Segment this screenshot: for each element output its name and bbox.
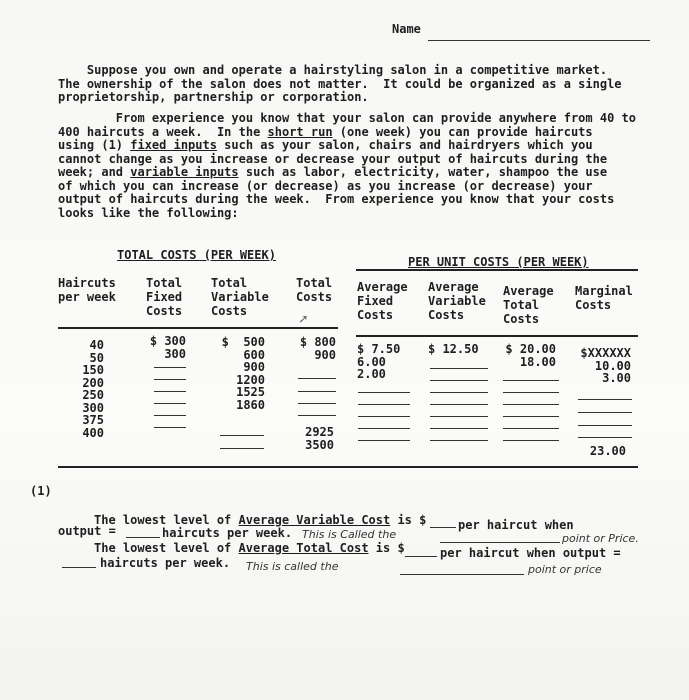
- afc-blank-400[interactable]: [358, 440, 410, 441]
- atc-point-name-blank[interactable]: [400, 574, 524, 575]
- tvc-blank-400[interactable]: [220, 448, 264, 449]
- tc-column-top: $ 800 900: [299, 335, 336, 362]
- intro-text: From experience you know that your salon can provide anywhere from 40 to 400 haircuts a week. In the: [58, 111, 636, 139]
- mc-blank-250[interactable]: [578, 412, 632, 413]
- intro-text: such as your salon, chairs and hairdryers which you cannot change as you increase or decrease your output of haircuts during the week; and: [58, 138, 608, 179]
- intro-text: (one week) you can provide haircuts using (1): [58, 124, 593, 152]
- col-atc-header: Average Total Costs: [503, 284, 554, 326]
- question-text: per haircut when: [458, 518, 574, 532]
- avc-blank-50[interactable]: [430, 368, 488, 369]
- handwritten-note: This is Called the: [302, 528, 397, 541]
- afc-blank-250[interactable]: [358, 404, 410, 405]
- atc-min-value-blank[interactable]: [405, 556, 437, 557]
- question-text: is $: [390, 513, 427, 527]
- question-text: haircuts per week.: [100, 556, 231, 570]
- tfc-column: $ 300 300: [149, 334, 186, 361]
- name-field-line[interactable]: [428, 40, 650, 41]
- tc-blank-200[interactable]: [298, 391, 336, 392]
- term-fixed-inputs: fixed inputs: [130, 138, 217, 152]
- term-atc: Average Total Cost: [238, 541, 369, 555]
- avc-blank-375[interactable]: [430, 428, 488, 429]
- col-afc-header: Average Fixed Costs: [357, 280, 408, 322]
- intro-paragraph-1: Suppose you own and operate a hairstyling salon in a competitive market. The ownership of the salon does not matter. It could be organized as a single proprietorship, partnership or corporation.: [58, 63, 622, 104]
- tfc-blank-250[interactable]: [154, 391, 186, 392]
- avc-point-name-blank[interactable]: [440, 542, 560, 543]
- question-number: (1): [30, 484, 52, 498]
- question-text: The lowest level of: [94, 541, 239, 555]
- tc-blank-250[interactable]: [298, 403, 336, 404]
- cursor-arrow-icon: ➚: [299, 312, 308, 328]
- question-text: per haircut when output =: [440, 546, 621, 560]
- mc-blank-200[interactable]: [578, 399, 632, 400]
- tfc-blank-375[interactable]: [154, 415, 186, 416]
- table-header-rule-right: [356, 335, 638, 337]
- question-line-3: [94, 541, 405, 555]
- tc-blank-300[interactable]: [298, 415, 336, 416]
- atc-blank-250[interactable]: [503, 404, 559, 405]
- tfc-blank-200[interactable]: [154, 379, 186, 380]
- afc-column: $ 7.50 6.00 2.00: [357, 342, 401, 381]
- col-tvc-header: Total Variable Costs: [211, 276, 269, 318]
- col-tfc-header: Total Fixed Costs: [146, 276, 183, 318]
- avc-min-value-blank[interactable]: [430, 527, 456, 528]
- col-tc-header: Total Costs: [296, 276, 333, 304]
- atc-blank-150[interactable]: [503, 380, 559, 381]
- per-unit-costs-header: PER UNIT COSTS (PER WEEK): [408, 255, 589, 269]
- handwritten-note: point or price: [528, 563, 602, 576]
- atc-blank-300[interactable]: [503, 416, 559, 417]
- tfc-blank-400[interactable]: [154, 427, 186, 428]
- tfc-blank-300[interactable]: [154, 403, 186, 404]
- atc-min-output-blank[interactable]: [62, 567, 96, 568]
- name-label: Name: [392, 22, 421, 36]
- term-avc: Average Variable Cost: [238, 513, 391, 527]
- tvc-column: $ 500 600 900 1200 1525 1860: [221, 335, 265, 412]
- per-unit-header-rule: [356, 269, 638, 271]
- term-variable-inputs: variable inputs: [130, 165, 239, 179]
- question-text: haircuts per week.: [162, 526, 293, 540]
- question-text: is $: [368, 541, 405, 555]
- avc-blank-250[interactable]: [430, 404, 488, 405]
- col-mc-header: Marginal Costs: [575, 284, 633, 312]
- handwritten-note: point or Price.: [562, 532, 639, 545]
- atc-blank-375[interactable]: [503, 428, 559, 429]
- intro-paragraph-2: [58, 112, 648, 220]
- tfc-blank-150[interactable]: [154, 367, 186, 368]
- atc-column: $ 20.00 18.00: [505, 342, 556, 369]
- avc-blank-300[interactable]: [430, 416, 488, 417]
- avc-blank-150[interactable]: [430, 380, 488, 381]
- term-short-run: short run: [267, 124, 333, 139]
- avc-min-output-blank[interactable]: [126, 537, 160, 538]
- mc-last-value: 23.00: [589, 444, 626, 458]
- table-header-rule-left: [58, 327, 338, 329]
- table-bottom-rule: [58, 466, 638, 468]
- haircuts-column: 40 50 150 200 250 300 375 400: [82, 338, 104, 440]
- avc-blank-200[interactable]: [430, 392, 488, 393]
- col-avc-header: Average Variable Costs: [428, 280, 486, 322]
- tc-column-bottom: 2925 3500: [305, 425, 334, 452]
- avc-blank-400[interactable]: [430, 440, 488, 441]
- question-text: The lowest level of: [94, 513, 239, 527]
- atc-blank-200[interactable]: [503, 392, 559, 393]
- question-text: output =: [58, 524, 116, 538]
- afc-blank-300[interactable]: [358, 416, 410, 417]
- mc-blank-375[interactable]: [578, 437, 632, 438]
- tvc-blank-375[interactable]: [220, 435, 264, 436]
- question-line-1: [94, 513, 426, 527]
- mc-blank-300[interactable]: [578, 425, 632, 426]
- avc-column: $ 12.50: [428, 342, 479, 356]
- intro-text: such as labor, electricity, water, shampoo the use of which you can increase (or decrease) as you increase (or decrease) your output of haircuts during the week. From experience you know that your costs looks like the following:: [58, 165, 615, 220]
- tc-blank-150[interactable]: [298, 378, 336, 379]
- handwritten-note: This is called the: [246, 560, 339, 573]
- total-costs-header: TOTAL COSTS (PER WEEK): [117, 248, 276, 262]
- atc-blank-400[interactable]: [503, 440, 559, 441]
- mc-column: $XXXXXX 10.00 3.00: [580, 346, 631, 385]
- afc-blank-200[interactable]: [358, 392, 410, 393]
- col-haircuts-header: Haircuts per week: [58, 276, 116, 304]
- afc-blank-375[interactable]: [358, 428, 410, 429]
